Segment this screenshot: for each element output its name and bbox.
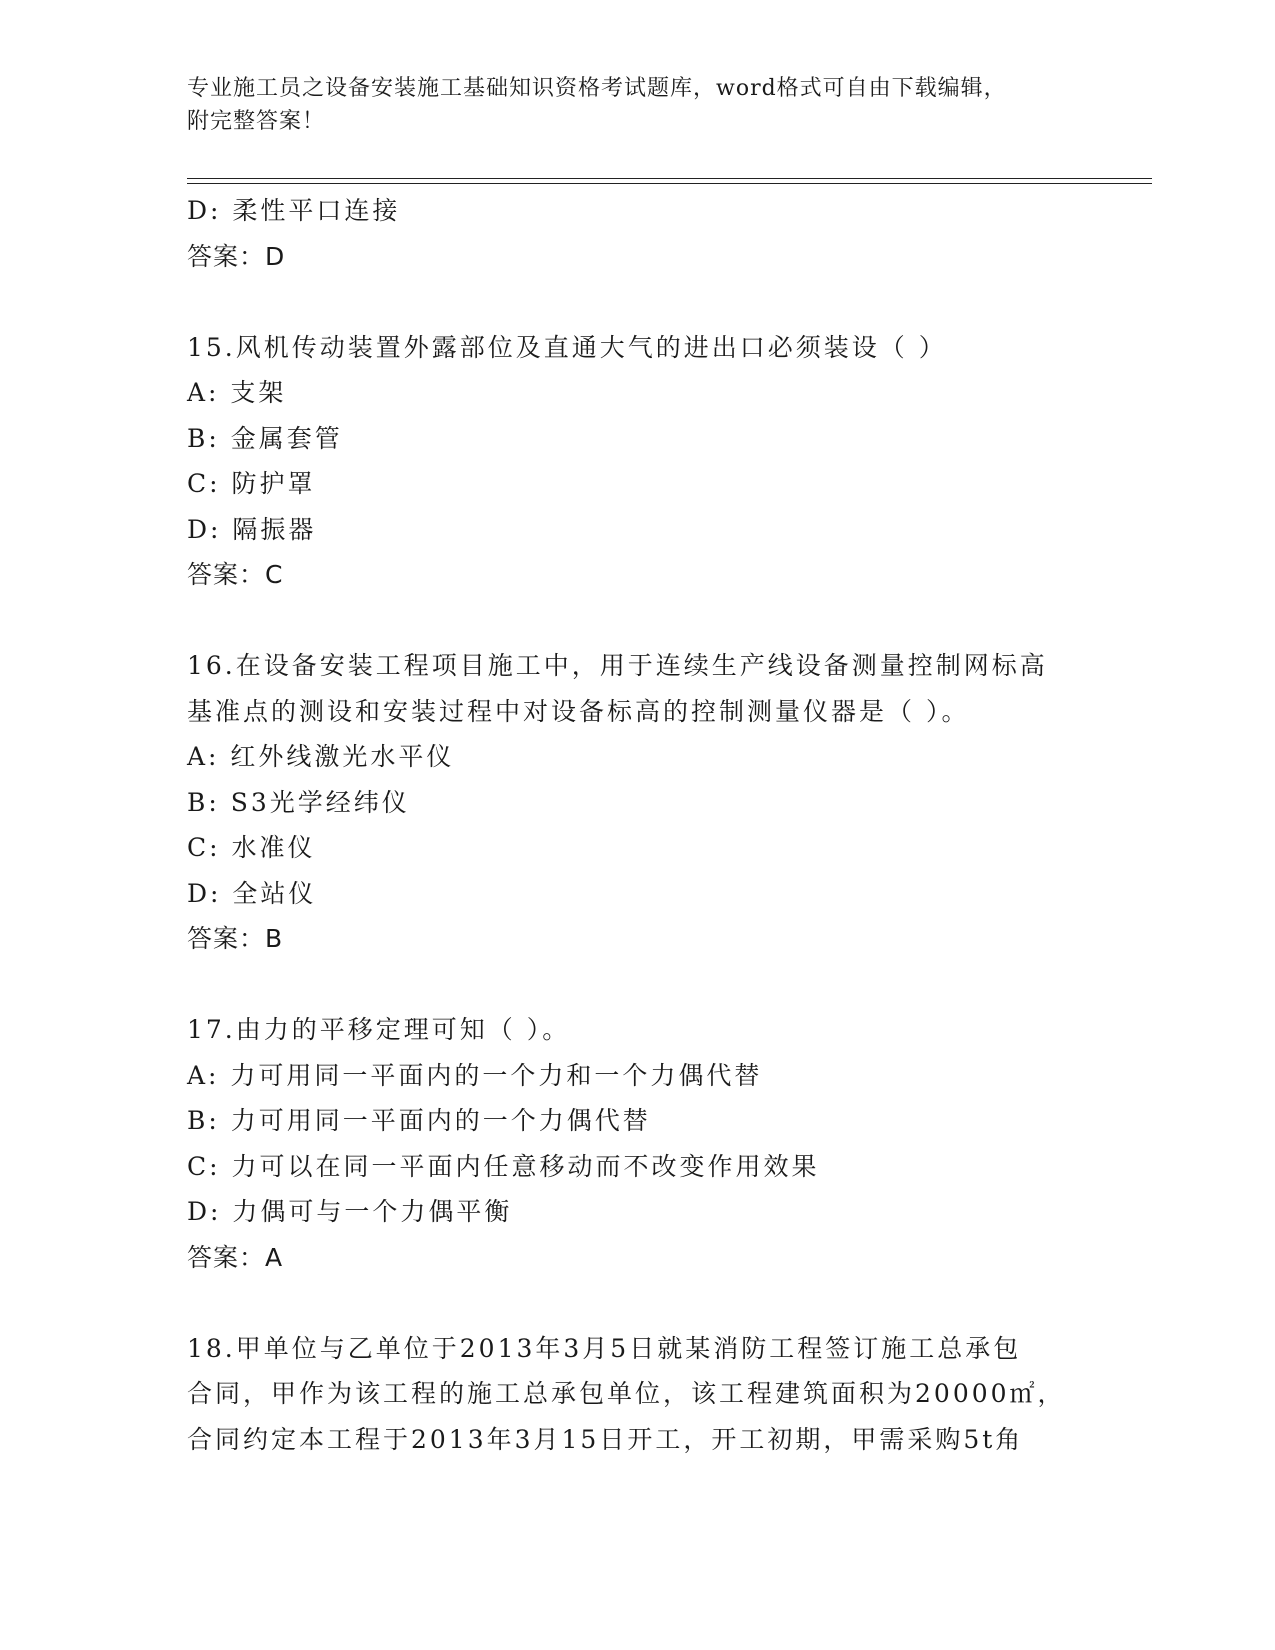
question-text-line-3: 合同约定本工程于2013年3月15日开工，开工初期，甲需采购5t角 bbox=[187, 1424, 1024, 1454]
answer-line: 答案：D bbox=[187, 241, 286, 271]
header-divider-bottom bbox=[187, 183, 1152, 184]
option-b: B: 力可用同一平面内的一个力偶代替 bbox=[187, 1106, 651, 1135]
option-d: D: 隔振器 bbox=[187, 514, 317, 544]
question-17 bbox=[187, 1007, 1087, 1280]
spacer bbox=[187, 279, 1087, 325]
spacer bbox=[187, 962, 1087, 1008]
question-text: 15.风机传动装置外露部位及直通大气的进出口必须装设（ ） bbox=[187, 332, 947, 362]
option-d: D: 力偶可与一个力偶平衡 bbox=[187, 1197, 513, 1226]
question-18 bbox=[187, 1326, 1087, 1463]
question-text-line-2: 基准点的测设和安装过程中对设备标高的控制测量仪器是（ ）。 bbox=[187, 696, 970, 726]
option-a: A: 支架 bbox=[187, 378, 287, 407]
option-c: C: 水准仪 bbox=[187, 833, 316, 862]
question-text-line-1: 18.甲单位与乙单位于2013年3月5日就某消防工程签订施工总承包 bbox=[187, 1333, 1022, 1363]
header-divider-top bbox=[187, 178, 1152, 179]
option-a: A: 力可用同一平面内的一个力和一个力偶代替 bbox=[187, 1060, 763, 1090]
option-c: C: 防护罩 bbox=[187, 469, 316, 498]
question-text-line-2: 合同，甲作为该工程的施工总承包单位，该工程建筑面积为20000㎡， bbox=[187, 1379, 1066, 1408]
header-line-2: 附完整答案！ bbox=[187, 109, 326, 134]
question-text-line-1: 16.在设备安装工程项目施工中，用于连续生产线设备测量控制网标高 bbox=[187, 651, 1048, 680]
option-a: A: 红外线激光水平仪 bbox=[187, 742, 455, 771]
question-16 bbox=[187, 643, 1087, 962]
header-line-1: 专业施工员之设备安装施工基础知识资格考试题库，word格式可自由下载编辑， bbox=[187, 76, 1007, 101]
option-b: B: S3光学经纬仪 bbox=[187, 787, 410, 817]
spacer bbox=[187, 1280, 1087, 1326]
option-b: B: 金属套管 bbox=[187, 423, 343, 453]
answer-line: 答案：B bbox=[187, 924, 284, 953]
spacer bbox=[187, 598, 1087, 644]
question-content bbox=[187, 188, 1087, 1462]
answer-line: 答案：A bbox=[187, 1242, 284, 1272]
option-c: C: 力可以在同一平面内任意移动而不改变作用效果 bbox=[187, 1151, 820, 1181]
option-d: D: 全站仪 bbox=[187, 878, 317, 908]
option-d: D: 柔性平口连接 bbox=[187, 196, 401, 225]
page-header bbox=[187, 72, 1067, 138]
answer-line: 答案：C bbox=[187, 560, 284, 589]
question-text: 17.由力的平移定理可知（ ）。 bbox=[187, 1015, 571, 1044]
question-15 bbox=[187, 325, 1087, 598]
